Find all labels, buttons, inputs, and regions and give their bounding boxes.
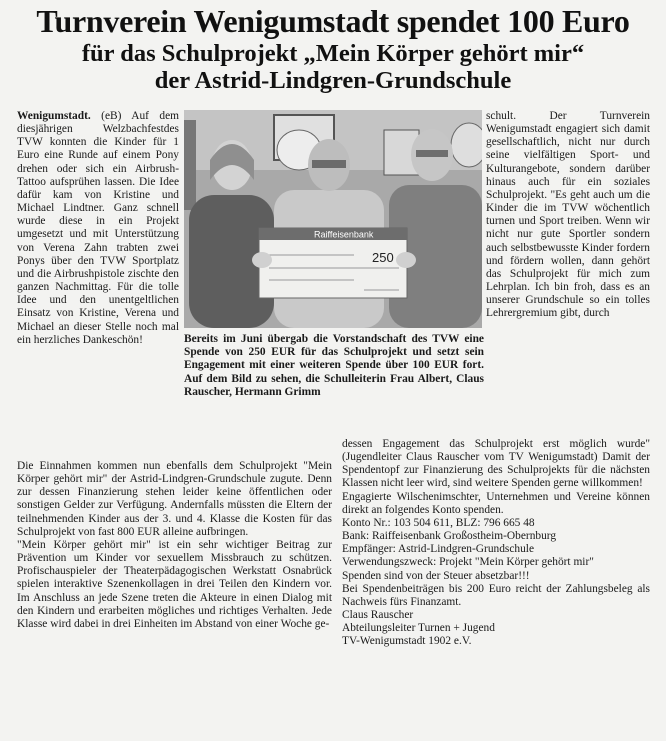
- bottom-paragraph-1: Die Einnahmen kommen nun ebenfalls dem Schulprojekt "Mein Körper gehört mir" der Astrid-Lindgren-Grundschule zugute. Denn zur dessen Finanzierung stehen leider keine öffentlichen oder sonstigen Gelder zur Verfügung. Andernfalls müssten die Eltern der teilnehmenden Kinder aus der 3. und 4. Klasse die Kosten für das Schulprojekt von fast 800 EUR alleine aufbringen.: [17, 460, 332, 538]
- signature-role: Abteilungsleiter Turnen + Jugend: [342, 622, 495, 635]
- account-number: Konto Nr.: 103 504 611, BLZ: 796 665 48: [342, 516, 535, 529]
- bottom-paragraph-2: "Mein Körper gehört mir" ist ein sehr wichtiger Beitrag zur Prävention um Kinder vor sexuellem Missbrauch zu schützen. Profischauspieler der Theaterpädagogischen Werkstatt Osnabrück spielen interaktive Szenenkollagen in drei Teilen den Kindern vor. Im Anschluss an jede Szene treten die Akteure in einen Dialog mit den Kindern und erarbeiten mögliches und richtiges Verhalten. Jede Klasse wird dabei in drei Einheiten im Abstand von einer Woche ge-: [17, 538, 332, 630]
- recipient: Empfänger: Astrid-Lindgren-Grundschule: [342, 543, 535, 556]
- article-right-column: [486, 110, 650, 321]
- tax-note: Spenden sind von der Steuer absetzbar!!!: [342, 569, 530, 582]
- mid-paragraph-1: dessen Engagement das Schulprojekt erst möglich wurde" (Jugendleiter Claus Rauscher vom TV Wenigumstadt) Damit der Spendentopf zur Finanzierung des Schulprojekts für die nächsten Klassen nicht leer wird, sind weitere Spenden gerne willkommen!: [342, 438, 650, 490]
- signature-club: TV-Wenigumstadt 1902 e.V.: [342, 635, 472, 648]
- left-paragraph: [17, 110, 179, 347]
- article-mid-bottom-column: [342, 438, 650, 649]
- check-amount: 250: [372, 250, 394, 265]
- right-paragraph: schult. Der Turnverein Wenigumstadt engagiert sich damit gesellschaftlich, nicht nur durch seine vielfältigen Sport- und Kulturangebote, sondern darüber hinaus auch für ein soziales Schulprojekt. "Es geht auch um die Kinder die im TVW wöchentlich turnen und Sport treiben. Wenn wir nicht nur gute Sportler sondern auch selbstbewusste Kinder fordern und fördern wollen, dann gehört das Schulprojekt für mich zum Lehrplan. Ich bin froh, dass es an unserer Grundschule so ein tolles Lehrergremium gibt, durch: [486, 110, 650, 320]
- headline-subtitle-2: der Astrid-Lindgren-Grundschule: [154, 67, 512, 95]
- headline-subtitle-1: für das Schulprojekt „Mein Körper gehört mir“: [81, 39, 585, 67]
- photo-illustration: [184, 110, 482, 328]
- photo-caption: Bereits im Juni übergab die Vorstandschaft des TVW eine Spende von 250 EUR für das Schulprojekt und setzt sein Engagement mit einer weiteren Spende über 100 EUR fort. Auf dem Bild zu sehen, die Schulleiterin Frau Albert, Claus Rauscher, Hermann Grimm: [184, 333, 484, 398]
- purpose: Verwendungszweck: Projekt "Mein Körper gehört mir": [342, 556, 594, 569]
- article-left-column: [17, 110, 179, 347]
- article-photo: [184, 110, 482, 328]
- left-paragraph-text: (eB) Auf dem diesjährigen Welzbachfestdes TVW konnten die Kinder für 1 Euro eine Runde auf einem Pony drehen oder sich ein Airbrush-Tattoo aufsprühen lassen. Die Idee dafür kam von Kristine und Michael Lindtner. Ganz schnell wurde diese in ein Projekt umgesetzt und mit Unterstützung von Verena Zahn trabten zwei Ponys über den TVW Sportplatz und die Airbrushpistole zischte den ganzen Nachmittag. Für die tolle Idee und den unentgeltlichen Einsatz von Kristine, Verena und Michael an dieser Stelle noch mal ein herzliches Dankeschön!: [17, 110, 179, 346]
- signature-name: Claus Rauscher: [342, 609, 414, 622]
- article-bottom-column: [17, 460, 332, 631]
- mid-paragraph-2: Engagierte Wilschenimschter, Unternehmen und Vereine können direkt an folgendes Konto spenden.: [342, 490, 650, 516]
- headline: [0, 4, 666, 95]
- headline-title: Turnverein Wenigumstadt spendet 100 Euro: [36, 3, 630, 39]
- receipt-note: Bei Spendenbeiträgen bis 200 Euro reicht der Zahlungsbeleg als Nachweis fürs Finanzamt.: [342, 582, 650, 608]
- bank-name: Bank: Raiffeisenbank Großostheim-Obernburg: [342, 530, 557, 543]
- check-bank-name: Raiffeisenbank: [314, 229, 374, 240]
- dateline: Wenigumstadt.: [17, 110, 91, 122]
